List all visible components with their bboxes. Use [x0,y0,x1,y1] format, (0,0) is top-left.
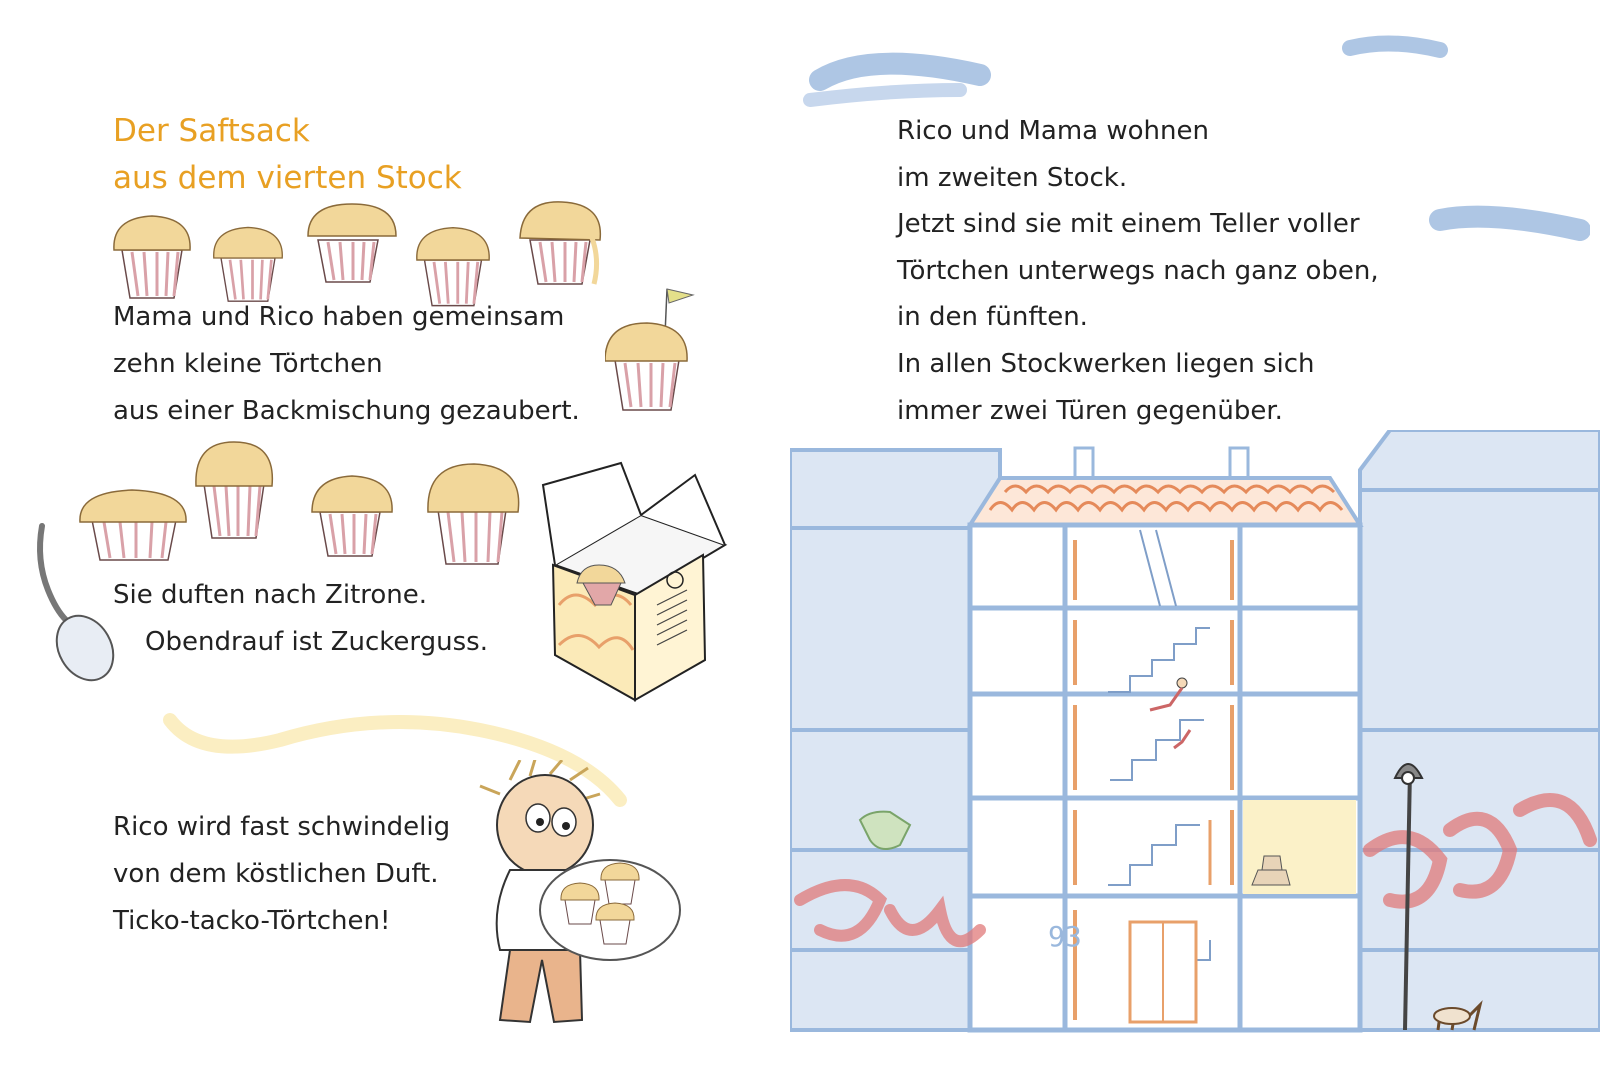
paragraph1-line-2: zehn kleine Törtchen [113,349,383,379]
paragraph1-line-1: Mama und Rico haben gemeinsam [113,302,565,332]
right-paragraph-line-5: in den fünften. [897,302,1088,332]
rico-with-muffin-plate-illustration [470,760,690,1050]
right-paragraph-line-3: Jetzt sind sie mit einem Teller voller [897,209,1360,239]
right-paragraph-line-7: immer zwei Türen gegenüber. [897,396,1283,426]
right-paragraph-line-1: Rico und Mama wohnen [897,116,1209,146]
spoon-illustration [30,520,120,690]
paragraph3-line-3: Ticko-tacko-Törtchen! [113,906,391,936]
muffin-row-middle-illustration [78,440,548,570]
paragraph1-line-3: aus einer Backmischung gezaubert. [113,396,580,426]
paragraph2-line-1: Sie duften nach Zitrone. [113,580,428,610]
apartment-building-illustration [790,430,1600,1070]
right-paragraph-line-4: Törtchen unterwegs nach ganz oben, [897,256,1379,286]
story-title-line-1: Der Saftsack [113,113,310,149]
paragraph2-line-2: Obendrauf ist Zuckerguss. [145,627,488,657]
paragraph3-line-1: Rico wird fast schwindelig [113,812,451,842]
right-paragraph-line-2: im zweiten Stock. [897,163,1128,193]
paragraph3-line-2: von dem köstlichen Duft. [113,859,439,889]
story-title-line-2: aus dem vierten Stock [113,160,462,196]
right-paragraph-line-6: In allen Stockwerken liegen sich [897,349,1315,379]
house-number: 93 [1048,920,1082,953]
baking-mix-box-illustration [535,455,735,715]
flag-muffin-illustration [605,285,725,425]
